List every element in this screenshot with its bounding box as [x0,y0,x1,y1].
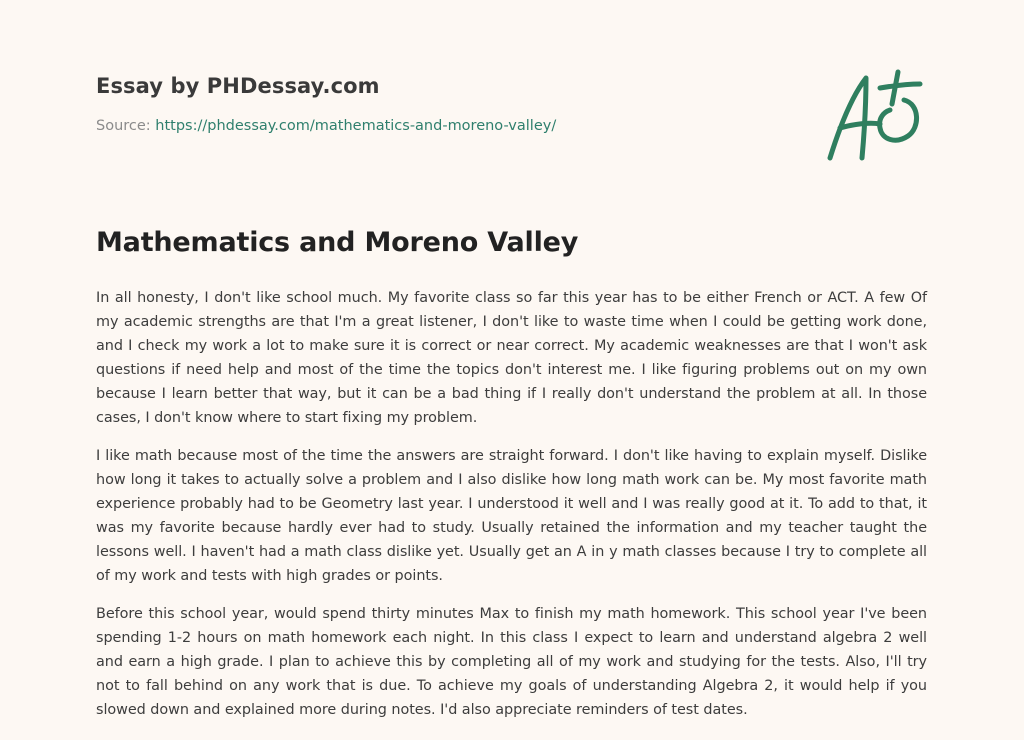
essay-paragraph: In all honesty, I don't like school much. My favorite class so far this year has to be either French or ACT. A few Of my academic strengths are that I'm a great listener, I don't like to waste time when I could be getting work done, and I check my work a lot to make sure it is correct or near correct. My academic weaknesses are that I won't ask questions if need help and most of the time the topics don't interest me. I like figuring problems out on my own because I learn better that way, but it can be a bad thing if I really don't understand the problem at all. In those cases, I don't know where to start fixing my problem. [96,290,927,426]
essay-body [96,286,927,736]
a-plus-grade-icon [820,66,930,166]
source-label: Source: [96,118,156,134]
page-header [96,74,796,134]
essay-paragraph: I like math because most of the time the answers are straight forward. I don't like having to explain myself. Dislike how long it takes to actually solve a problem and I also dislike how long math work can be. My most favorite math experience probably had to be Geometry last year. I understood it well and I was really good at it. To add to that, it was my favorite because hardly ever had to study. Usually retained the information and my teacher taught the lessons well. I haven't had a math class dislike yet. Usually get an A in y math classes because I try to complete all of my work and tests with high grades or points. [96,448,927,584]
source-line [96,118,796,134]
essay-paragraph: Before this school year, would spend thirty minutes Max to finish my math homework. This school year I've been spending 1-2 hours on math homework each night. In this class I expect to learn and understand algebra 2 well and earn a high grade. I plan to achieve this by completing all of my work and studying for the tests. Also, I'll try not to fall behind on any work that is due. To achieve my goals of understanding Algebra 2, it would help if you slowed down and explained more during notes. I'd also appreciate reminders of test dates. [96,606,927,718]
source-link[interactable]: https://phdessay.com/mathematics-and-moreno-valley/ [155,118,557,134]
essay-title: Mathematics and Moreno Valley [96,227,579,258]
site-title: Essay by PHDessay.com [96,74,380,98]
